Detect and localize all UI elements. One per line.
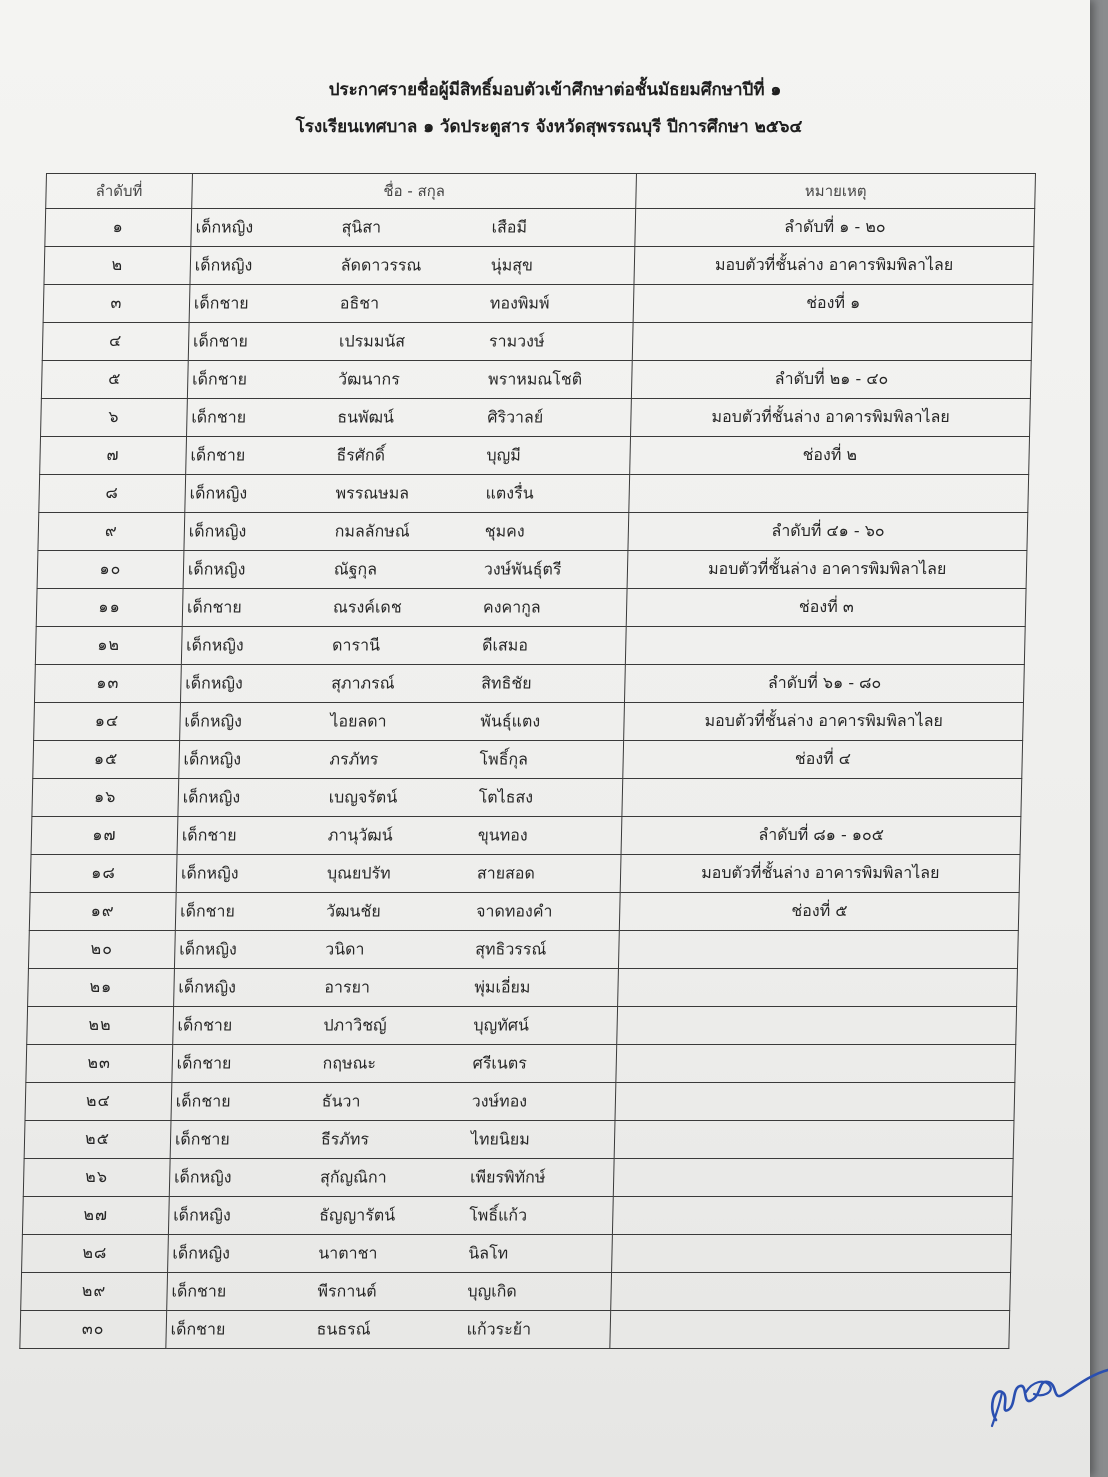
row-note: ลำดับที่ ๖๑ - ๘๐	[625, 665, 1024, 703]
student-name-cell	[169, 1159, 614, 1197]
header-name: ชื่อ - สกุล	[192, 174, 637, 209]
table-row	[21, 1273, 1011, 1311]
row-number: ๓๐	[20, 1311, 167, 1349]
last-name: บุญเกิด	[467, 1281, 518, 1300]
student-name-cell	[182, 589, 627, 627]
first-name: เบญจรัตน์	[328, 787, 398, 806]
row-note	[616, 1045, 1015, 1083]
name-prefix: เด็กชาย	[171, 1281, 227, 1300]
row-number: ๒๗	[22, 1197, 169, 1235]
table-row	[38, 513, 1028, 551]
first-name: สุกัญณิกา	[319, 1167, 387, 1186]
name-prefix: เด็กชาย	[181, 825, 237, 844]
first-name: ธีรภัทร	[320, 1129, 370, 1148]
student-name-cell	[188, 323, 633, 361]
row-number: ๙	[38, 513, 185, 551]
table-row	[32, 779, 1022, 817]
row-note: มอบตัวที่ชั้นล่าง อาคารพิมพิลาไลย	[631, 399, 1030, 437]
row-number: ๒๓	[26, 1045, 173, 1083]
row-note	[622, 779, 1021, 817]
row-number: ๒๕	[24, 1121, 171, 1159]
last-name: ไทยนิยม	[470, 1129, 530, 1148]
first-name: ลัดดาวรรณ	[340, 255, 422, 274]
table-header-row	[46, 174, 1036, 209]
row-number: ๑๘	[30, 855, 177, 893]
row-number: ๑๑	[36, 589, 183, 627]
last-name: ดีเสมอ	[481, 635, 529, 654]
row-number: ๓	[43, 285, 190, 323]
row-number: ๑๕	[33, 741, 180, 779]
first-name: ธนพัฒน์	[337, 407, 395, 426]
row-note: มอบตัวที่ชั้นล่าง อาคารพิมพิลาไลย	[627, 551, 1026, 589]
last-name: สิทธิชัย	[481, 673, 532, 692]
row-note: ช่องที่ ๓	[627, 589, 1026, 627]
row-note	[626, 627, 1025, 665]
student-name-cell	[177, 817, 622, 855]
row-note: มอบตัวที่ชั้นล่าง อาคารพิมพิลาไลย	[624, 703, 1023, 741]
last-name: นิลโท	[468, 1243, 509, 1262]
first-name: ดารานี	[331, 635, 381, 654]
row-note	[612, 1235, 1011, 1273]
student-roster-table	[19, 173, 1036, 1349]
last-name: พันธุ์แตง	[480, 711, 541, 730]
last-name: วงษ์พันธุ์ตรี	[483, 559, 562, 578]
row-number: ๒	[44, 247, 191, 285]
signature-image	[982, 1352, 1108, 1432]
table-row	[23, 1159, 1013, 1197]
row-number: ๒๑	[28, 969, 175, 1007]
table-row	[37, 551, 1027, 589]
row-number: ๑๒	[35, 627, 182, 665]
row-note	[610, 1311, 1009, 1349]
row-number: ๑๗	[31, 817, 178, 855]
row-number: ๑๖	[32, 779, 179, 817]
student-name-cell	[170, 1121, 615, 1159]
last-name: ขุนทอง	[477, 825, 528, 844]
last-name: โตไธสง	[478, 787, 534, 806]
row-note	[617, 1007, 1016, 1045]
name-prefix: เด็กชาย	[190, 445, 246, 464]
student-name-cell	[186, 437, 631, 475]
table-row	[41, 361, 1031, 399]
table-row	[45, 209, 1035, 247]
table-row	[24, 1121, 1014, 1159]
name-prefix: เด็กชาย	[191, 407, 247, 426]
name-prefix: เด็กหญิง	[187, 559, 246, 578]
table-row	[28, 969, 1018, 1007]
row-note: ช่องที่ ๔	[623, 741, 1022, 779]
row-number: ๔	[42, 323, 189, 361]
last-name: จาดทองคำ	[475, 901, 553, 920]
row-number: ๗	[40, 437, 187, 475]
name-prefix: เด็กหญิง	[185, 635, 244, 654]
student-name-cell	[185, 475, 630, 513]
first-name: พีรกานต์	[317, 1281, 377, 1300]
table-row	[33, 741, 1023, 779]
name-prefix: เด็กชาย	[186, 597, 243, 616]
row-number: ๒๒	[27, 1007, 174, 1045]
row-number: ๒๖	[23, 1159, 170, 1197]
row-number: ๑๐	[37, 551, 184, 589]
row-number: ๑๓	[34, 665, 181, 703]
student-name-cell	[184, 513, 629, 551]
row-note	[633, 323, 1032, 361]
table-row	[34, 665, 1024, 703]
table-row	[22, 1197, 1012, 1235]
table-row	[26, 1045, 1016, 1083]
name-prefix: เด็กชาย	[193, 293, 249, 312]
table-row	[36, 589, 1026, 627]
last-name: สายสอด	[476, 863, 536, 882]
row-note: มอบตัวที่ชั้นล่าง อาคารพิมพิลาไลย	[621, 855, 1020, 893]
name-prefix: เด็กหญิง	[172, 1243, 231, 1262]
first-name: พรรณษมล	[335, 483, 410, 502]
student-name-cell	[173, 1007, 618, 1045]
last-name: ศรีเนตร	[472, 1053, 528, 1072]
last-name: สุทธิวรรณ์	[475, 939, 547, 958]
name-prefix: เด็กหญิง	[189, 483, 248, 502]
row-note: ลำดับที่ ๔๑ - ๖๐	[628, 513, 1027, 551]
student-name-cell	[166, 1311, 611, 1349]
last-name: รามวงษ์	[488, 331, 545, 350]
first-name: กฤษณะ	[322, 1053, 377, 1072]
student-name-cell	[178, 779, 623, 817]
first-name: เปรมมนัส	[338, 331, 406, 350]
document-title: ประกาศรายชื่อผู้มีสิทธิ์มอบตัวเข้าศึกษาต่อชั้นมัธยมศึกษาปีที่ ๑	[328, 80, 782, 100]
student-name-cell	[167, 1235, 612, 1273]
last-name: วงษ์ทอง	[471, 1091, 528, 1110]
first-name: วัฒนากร	[337, 369, 401, 388]
first-name: ณัฐกุล	[333, 559, 378, 578]
first-name: ภานุวัฒน์	[327, 825, 393, 844]
row-number: ๖	[41, 399, 188, 437]
row-number: ๘	[39, 475, 186, 513]
table-row	[27, 1007, 1017, 1045]
row-number: ๒๙	[21, 1273, 168, 1311]
student-name-cell	[187, 361, 632, 399]
row-number: ๒๘	[22, 1235, 169, 1273]
name-prefix: เด็กชาย	[174, 1129, 230, 1148]
table-body	[20, 209, 1035, 1349]
name-prefix: เด็กหญิง	[179, 939, 238, 958]
row-note	[618, 969, 1017, 1007]
name-prefix: เด็กหญิง	[178, 977, 237, 996]
row-note: ช่องที่ ๕	[620, 893, 1019, 931]
name-prefix: เด็กหญิง	[195, 217, 254, 236]
student-name-cell	[175, 893, 620, 931]
last-name: โพธิ์แก้ว	[469, 1205, 528, 1224]
name-prefix: เด็กชาย	[177, 1015, 233, 1034]
first-name: ธีรศักดิ์	[336, 445, 386, 464]
first-name: ธนธรณ์	[316, 1319, 371, 1338]
last-name: คงคากูล	[482, 597, 541, 616]
name-prefix: เด็กชาย	[170, 1319, 226, 1338]
header-note: หมายเหตุ	[636, 174, 1035, 209]
row-note	[613, 1197, 1012, 1235]
row-number: ๑	[45, 209, 192, 247]
table-row	[43, 285, 1033, 323]
table-row	[25, 1083, 1015, 1121]
student-name-cell	[183, 551, 628, 589]
name-prefix: เด็กชาย	[191, 369, 248, 388]
last-name: เสือมี	[491, 217, 528, 236]
row-note	[611, 1273, 1010, 1311]
name-prefix: เด็กหญิง	[173, 1167, 232, 1186]
row-note	[629, 475, 1028, 513]
name-prefix: เด็กหญิง	[182, 787, 241, 806]
row-note: ลำดับที่ ๑ - ๒๐	[635, 209, 1034, 247]
row-note: ช่องที่ ๒	[630, 437, 1029, 475]
name-prefix: เด็กชาย	[192, 331, 249, 350]
row-note	[619, 931, 1018, 969]
name-prefix: เด็กหญิง	[185, 673, 244, 692]
last-name: ชุมคง	[484, 521, 525, 540]
name-prefix: เด็กหญิง	[180, 863, 239, 882]
student-name-cell	[186, 399, 631, 437]
table-row	[39, 475, 1029, 513]
last-name: พราหมณโชติ	[487, 369, 583, 388]
table-row	[29, 893, 1019, 931]
name-prefix: เด็กหญิง	[173, 1205, 231, 1224]
student-name-cell	[191, 209, 636, 247]
last-name: บุญมี	[486, 445, 522, 464]
last-name: พุ่มเอี่ยม	[474, 977, 531, 996]
last-name: นุ่มสุข	[490, 255, 534, 274]
first-name: ธันวา	[321, 1091, 361, 1110]
first-name: อธิชา	[339, 293, 380, 312]
row-note	[615, 1083, 1014, 1121]
first-name: อารยา	[324, 977, 371, 996]
student-name-cell	[190, 247, 635, 285]
first-name: วนิดา	[325, 939, 365, 958]
first-name: สุภาภรณ์	[331, 673, 395, 692]
first-name: นาตาชา	[318, 1243, 378, 1262]
name-prefix: เด็กหญิง	[183, 749, 242, 768]
name-prefix: เด็กชาย	[176, 1053, 232, 1072]
first-name: ภรภัทร	[329, 749, 379, 768]
name-prefix: เด็กชาย	[175, 1091, 231, 1110]
row-note: ช่องที่ ๑	[633, 285, 1032, 323]
first-name: กมลลักษณ์	[334, 521, 410, 540]
first-name: ธัญญารัตน์	[319, 1205, 396, 1224]
header-no: ลำดับที่	[46, 174, 193, 209]
table-row	[40, 437, 1030, 475]
last-name: แตงรื่น	[485, 483, 534, 502]
row-note: มอบตัวที่ชั้นล่าง อาคารพิมพิลาไลย	[634, 247, 1033, 285]
student-name-cell	[179, 703, 624, 741]
last-name: ทองพิมพ์	[489, 293, 550, 312]
row-note: ลำดับที่ ๘๑ - ๑๐๕	[621, 817, 1020, 855]
first-name: บุณยปรัท	[326, 863, 391, 882]
row-number: ๑๙	[29, 893, 176, 931]
table-row	[20, 1311, 1010, 1349]
row-note	[615, 1121, 1014, 1159]
student-name-cell	[176, 855, 621, 893]
table-row	[41, 399, 1031, 437]
document-subtitle: โรงเรียนเทศบาล ๑ วัดประตูสาร จังหวัดสุพรรณบุรี ปีการศึกษา ๒๕๖๔	[295, 117, 803, 137]
row-number: ๒๐	[28, 931, 175, 969]
last-name: เพียรพิทักษ์	[469, 1167, 546, 1186]
student-name-cell	[171, 1083, 616, 1121]
first-name: วัฒนชัย	[325, 901, 381, 920]
student-name-cell	[173, 969, 618, 1007]
student-name-cell	[189, 285, 634, 323]
first-name: ปภาวิชญ์	[323, 1015, 387, 1034]
table-row	[31, 817, 1021, 855]
table-row	[35, 627, 1025, 665]
table-row	[30, 855, 1020, 893]
last-name: บุญทัศน์	[473, 1015, 530, 1034]
table-row	[22, 1235, 1012, 1273]
row-number: ๕	[41, 361, 188, 399]
student-name-cell	[168, 1197, 613, 1235]
student-name-cell	[172, 1045, 617, 1083]
name-prefix: เด็กชาย	[179, 901, 236, 920]
first-name: ณรงค์เดช	[332, 597, 402, 616]
first-name: สุนิสา	[341, 217, 382, 236]
last-name: ศิริวาลย์	[487, 407, 544, 426]
last-name: แก้วระย้า	[466, 1319, 532, 1338]
student-name-cell	[179, 741, 624, 779]
row-number: ๑๔	[34, 703, 181, 741]
name-prefix: เด็กหญิง	[194, 255, 253, 274]
first-name: ไอยลดา	[330, 711, 387, 730]
name-prefix: เด็กหญิง	[184, 711, 243, 730]
last-name: โพธิ์กุล	[479, 749, 529, 768]
table-row	[28, 931, 1018, 969]
student-name-cell	[174, 931, 619, 969]
student-name-cell	[180, 665, 625, 703]
row-number: ๒๔	[25, 1083, 172, 1121]
student-name-cell	[167, 1273, 612, 1311]
table-row	[34, 703, 1024, 741]
table-row	[44, 247, 1034, 285]
table-row	[42, 323, 1032, 361]
student-name-cell	[181, 627, 626, 665]
row-note	[614, 1159, 1013, 1197]
name-prefix: เด็กหญิง	[188, 521, 247, 540]
row-note: ลำดับที่ ๒๑ - ๔๐	[632, 361, 1031, 399]
